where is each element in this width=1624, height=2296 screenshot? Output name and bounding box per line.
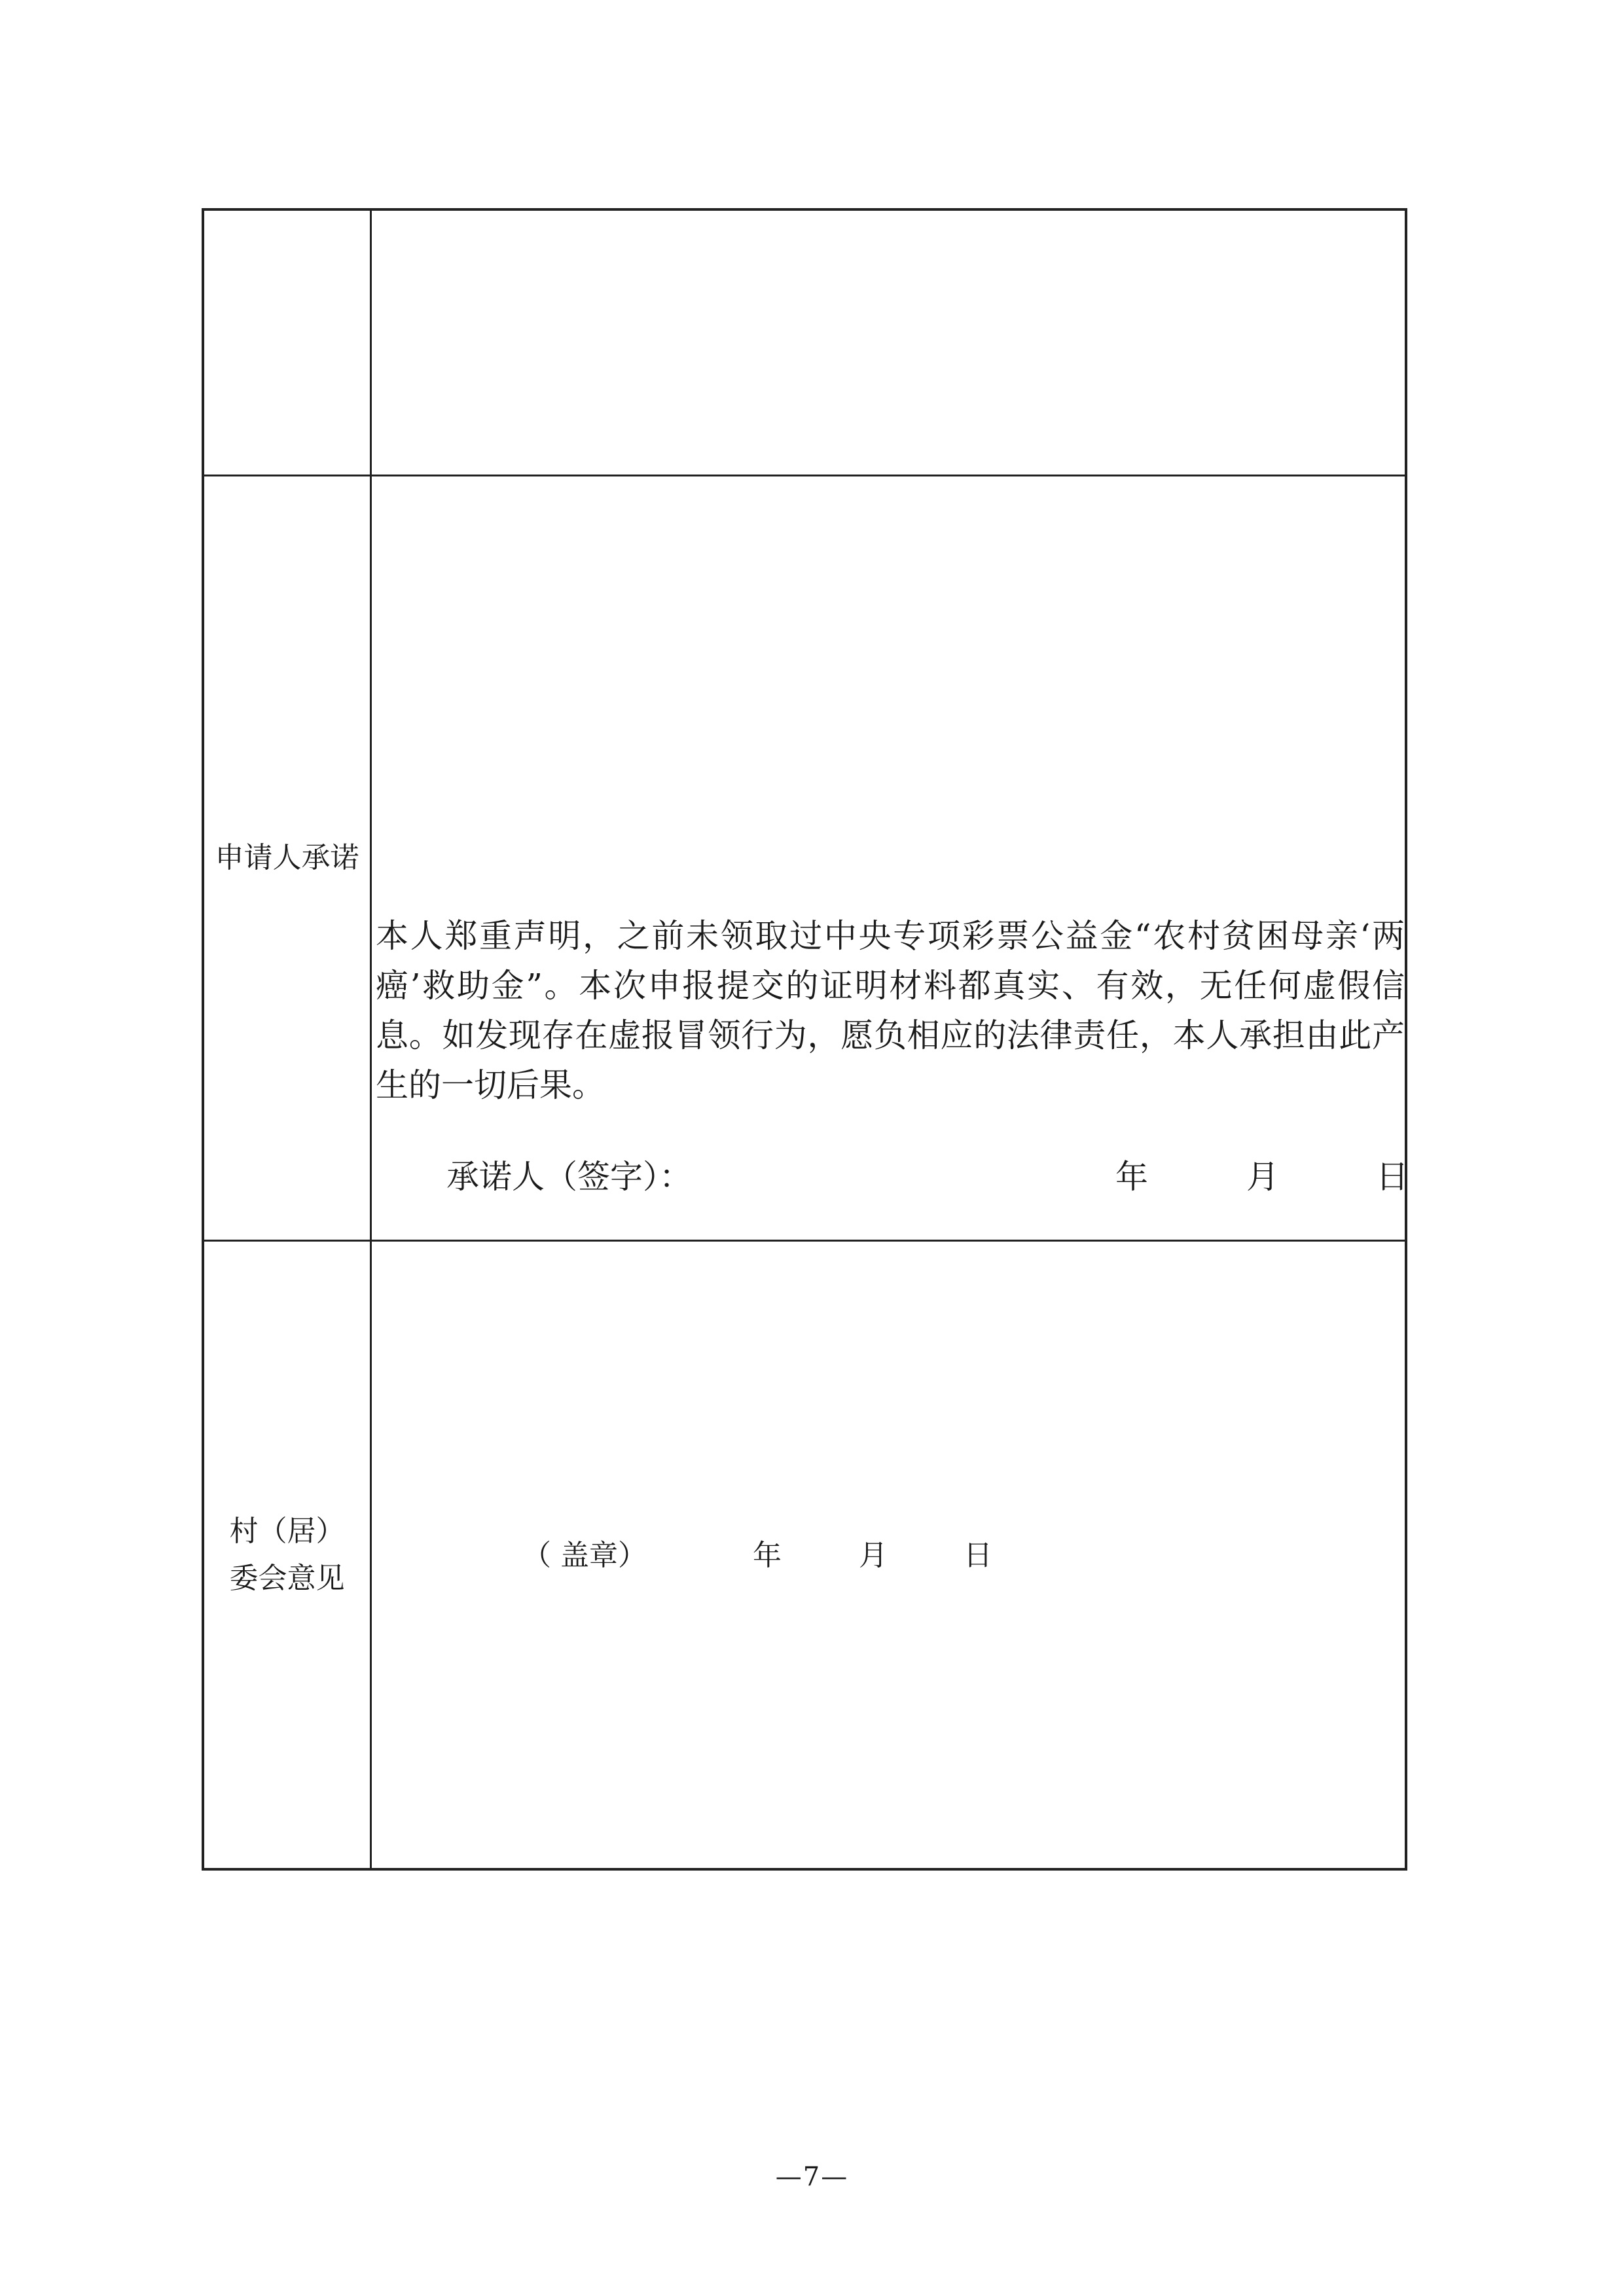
stamp-date-day-label: 日 bbox=[964, 1539, 992, 1572]
pledge-signature-line bbox=[446, 1152, 1409, 1202]
row-content-cell bbox=[372, 211, 1405, 475]
stamp-label: （ 盖章） bbox=[522, 1539, 647, 1572]
date-year-label: 年 bbox=[1115, 1158, 1148, 1196]
committee-label-line1: 村（居） bbox=[229, 1514, 345, 1548]
stamp-date-year-label: 年 bbox=[753, 1539, 782, 1572]
row-label-cell bbox=[204, 211, 372, 475]
signature-label: 承诺人（签字）： bbox=[446, 1158, 692, 1196]
pledge-content-cell bbox=[372, 476, 1409, 1240]
committee-label-line2: 委会意见 bbox=[229, 1561, 345, 1595]
form-row-blank bbox=[204, 211, 1405, 476]
date-month-label: 月 bbox=[1246, 1158, 1279, 1196]
pledge-label: 申请人承诺 bbox=[215, 841, 359, 874]
form-row-applicant-pledge bbox=[204, 476, 1409, 1242]
date-day-label: 日 bbox=[1376, 1158, 1409, 1196]
application-form-table bbox=[202, 208, 1407, 1871]
pledge-statement: 本人郑重声明，之前未领取过中央专项彩票公益金“农村贫困母亲‘两癌’救助金”。本次申报提交的证明材料都真实、有效，无任何虚假信息。如发现存在虚报冒领行为，愿负相应的法律责任，本人承担由此产生的一切后果。 bbox=[376, 917, 1405, 1104]
page-number: —7— bbox=[775, 2162, 849, 2192]
stamp-date-month-label: 月 bbox=[859, 1539, 888, 1572]
pledge-label-cell bbox=[204, 476, 372, 1240]
committee-stamp-line bbox=[202, 1533, 1407, 1579]
